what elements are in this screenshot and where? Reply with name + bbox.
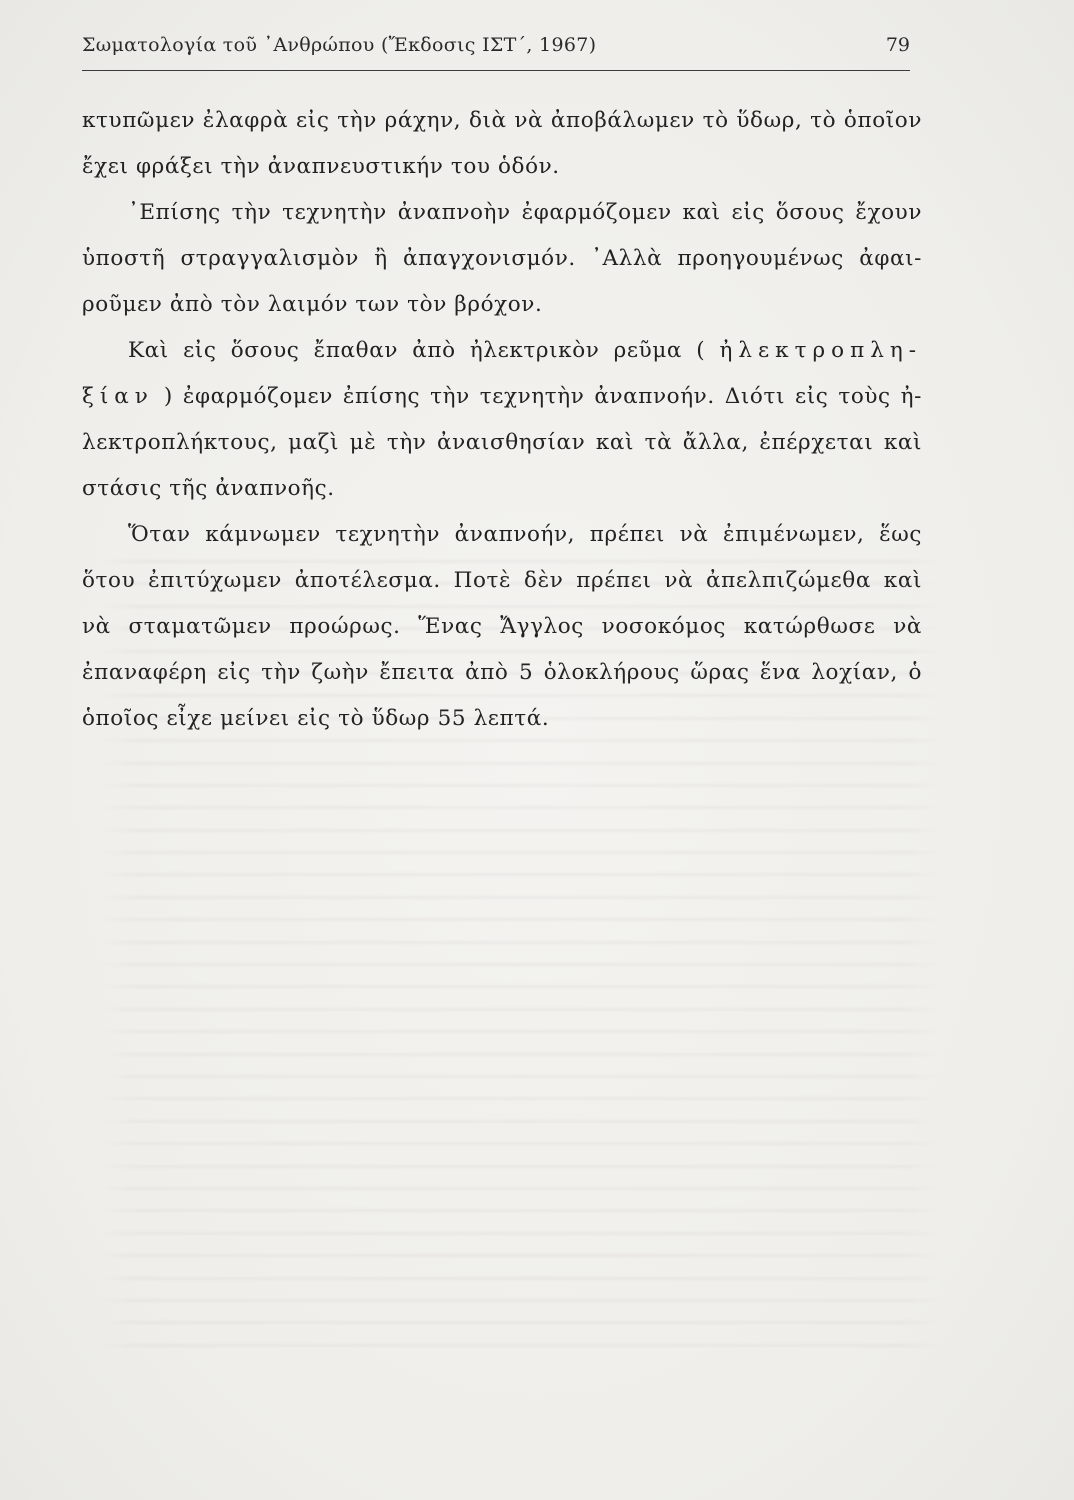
bleed-line (100, 1142, 940, 1145)
text-line: ὁποῖος εἶχε μείνει εἰς τὸ ὕδωρ 55 λεπτά. (82, 706, 550, 731)
page-header (82, 30, 910, 71)
bleed-line (100, 873, 940, 876)
text-line: κτυπῶμεν ἐλαφρὰ εἰς τὴν ράχην, διὰ νὰ ἀποβάλωμεν τὸ ὕδωρ, τὸ ὁποῖον (82, 108, 922, 133)
bleed-line (100, 1030, 940, 1033)
text-line: ὅτου ἐπιτύχωμεν ἀποτέλεσμα. Ποτὲ δὲν πρέπει νὰ ἀπελπιζώμεθα καὶ (82, 568, 922, 593)
text-line: ἔχει φράξει τὴν ἀναπνευστικήν του ὁδόν. (82, 154, 560, 179)
text-line: ροῦμεν ἀπὸ τὸν λαιμόν των τὸν βρόχον. (82, 292, 543, 317)
text-line: Ὅταν κάμνωμεν τεχνητὴν ἀναπνοήν, πρέπει νὰ ἐπιμένωμεν, ἕως (128, 522, 922, 547)
bleed-line (100, 896, 940, 899)
text-line: στάσις τῆς ἀναπνοῆς. (82, 476, 335, 501)
text-fragment: ) ἐφαρμόζομεν ἐπίσης τὴν τεχνητὴν ἀναπνοήν. Διότι εἰς τοὺς ἠ- (163, 384, 923, 409)
text-line-with-spaced-term (82, 328, 922, 374)
bleed-line (100, 985, 940, 988)
bleed-line (100, 762, 940, 765)
text-line: ᾿Επίσης τὴν τεχνητὴν ἀναπνοὴν ἐφαρμόζομεν καὶ εἰς ὅσους ἔχουν (128, 200, 922, 225)
bleed-line (100, 1254, 940, 1257)
text-fragment: Καὶ εἰς ὅσους ἔπαθαν ἀπὸ ἠλεκτρικὸν ρεῦμα ( (128, 338, 706, 363)
bleed-line (100, 1344, 940, 1347)
bleed-line (100, 1053, 940, 1056)
text-line: νὰ σταματῶμεν προώρως. Ἕνας Ἄγγλος νοσοκόμος κατώρθωσε νὰ (82, 614, 922, 639)
text-line: ὑποστῆ στραγγαλισμὸν ἢ ἀπαγχονισμόν. ᾿Αλλὰ προηγουμένως ἀφαι- (82, 246, 922, 271)
body-text (82, 98, 922, 742)
bleed-line (100, 963, 940, 966)
bleed-line (100, 1008, 940, 1011)
bleed-line (100, 1209, 940, 1212)
bleed-line (100, 1120, 940, 1123)
page-number: 79 (885, 34, 910, 56)
bleed-line (100, 1277, 940, 1280)
bleed-line (100, 1187, 940, 1190)
bleed-line (100, 1299, 940, 1302)
text-line: λεκτροπλήκτους, μαζὶ μὲ τὴν ἀναισθησίαν καὶ τὰ ἄλλα, ἐπέρχεται καὶ (82, 430, 922, 455)
bleed-line (100, 1075, 940, 1078)
bleed-line (100, 806, 940, 809)
bleed-line (100, 918, 940, 921)
running-title: Σωματολογία τοῦ ᾿Ανθρώπου (Ἔκδοσις ΙΣΤ΄, 1967) (82, 34, 597, 56)
bleed-line (100, 941, 940, 944)
bleed-line (100, 1097, 940, 1100)
bleed-line (100, 1232, 940, 1235)
bleed-line (100, 784, 940, 787)
spaced-term: ἠλεκτροπλη- (719, 338, 922, 363)
text-line: ἐπαναφέρη εἰς τὴν ζωὴν ἔπειτα ἀπὸ 5 ὁλοκλήρους ὥρας ἕνα λοχίαν, ὁ (82, 660, 922, 685)
spaced-term: ξίαν (82, 384, 154, 409)
bleed-line (100, 1165, 940, 1168)
bleed-line (100, 1321, 940, 1324)
bleed-line (100, 851, 940, 854)
text-line-with-spaced-term (82, 374, 922, 420)
bleed-line (100, 829, 940, 832)
